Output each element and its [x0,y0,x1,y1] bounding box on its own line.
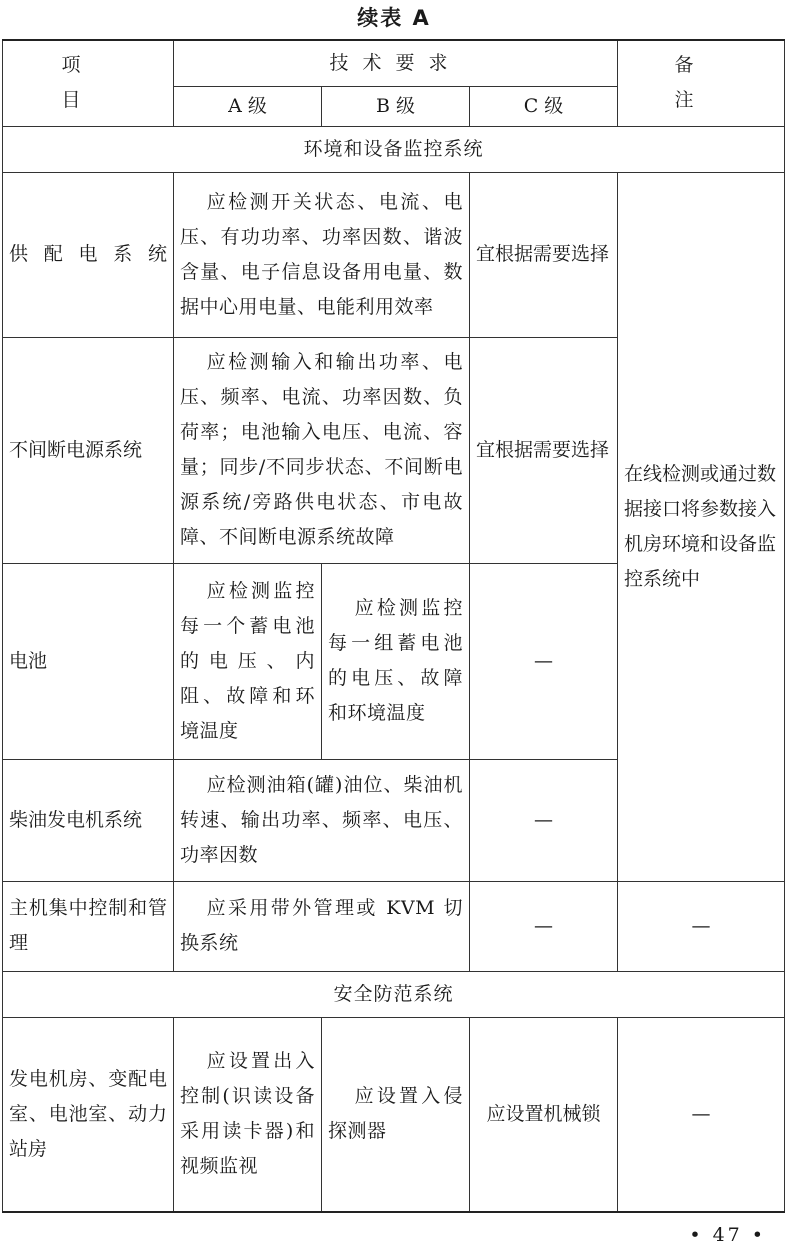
req-host-ctrl-ab: 应采用带外管理或 KVM 切换系统 [174,881,470,971]
item-diesel: 柴油发电机系统 [3,759,174,881]
header-level-b: B 级 [322,86,470,126]
header-level-a: A 级 [174,86,322,126]
header-remark: 备 注 [618,40,785,126]
remark-env: 在线检测或通过数据接口将参数接入机房环境和设备监控系统中 [618,172,785,881]
header-tech-req: 技术要求 [174,40,618,86]
req-power-dist-ab: 应检测开关状态、电流、电压、有功功率、功率因数、谐波含量、电子信息设备用电量、数据中心用电量、电能利用效率 [174,172,470,337]
section-security: 安全防范系统 [3,971,785,1017]
req-ups-ab: 应检测输入和输出功率、电压、频率、电流、功率因数、负荷率；电池输入电压、电流、容量；同步/不同步状态、不间断电源系统/旁路供电状态、市电故障、不间断电源系统故障 [174,337,470,563]
req-gen-room-a: 应设置出入控制(识读设备采用读卡器)和视频监视 [174,1017,322,1212]
req-gen-room-b: 应设置入侵探测器 [322,1017,470,1212]
req-ups-c: 宜根据需要选择 [470,337,618,563]
req-host-ctrl-c: — [470,881,618,971]
table-row [3,1017,785,1212]
req-battery-b: 应检测监控每一组蓄电池的电压、故障和环境温度 [322,563,470,759]
item-host-ctrl: 主机集中控制和管理 [3,881,174,971]
item-ups: 不间断电源系统 [3,337,174,563]
section-env: 环境和设备监控系统 [3,126,785,172]
remark-host-ctrl: — [618,881,785,971]
spec-table [2,39,785,1213]
remark-gen-room: — [618,1017,785,1212]
table-row [3,881,785,971]
page-number: • 47 • [689,1224,766,1246]
item-battery: 电池 [3,563,174,759]
item-power-dist: 供配电系统 [3,172,174,337]
req-diesel-c: — [470,759,618,881]
table-row [3,172,785,337]
req-power-dist-c: 宜根据需要选择 [470,172,618,337]
req-gen-room-c: 应设置机械锁 [470,1017,618,1212]
section-row [3,126,785,172]
section-row [3,971,785,1017]
req-battery-a: 应检测监控每一个蓄电池的电压、内阻、故障和环境温度 [174,563,322,759]
item-gen-room: 发电机房、变配电室、电池室、动力站房 [3,1017,174,1212]
req-battery-c: — [470,563,618,759]
header-level-c: C 级 [470,86,618,126]
header-item: 项 目 [3,40,174,126]
header-row [3,40,785,86]
table-title: 续表 A [357,6,431,30]
req-diesel-ab: 应检测油箱(罐)油位、柴油机转速、输出功率、频率、电压、功率因数 [174,759,470,881]
